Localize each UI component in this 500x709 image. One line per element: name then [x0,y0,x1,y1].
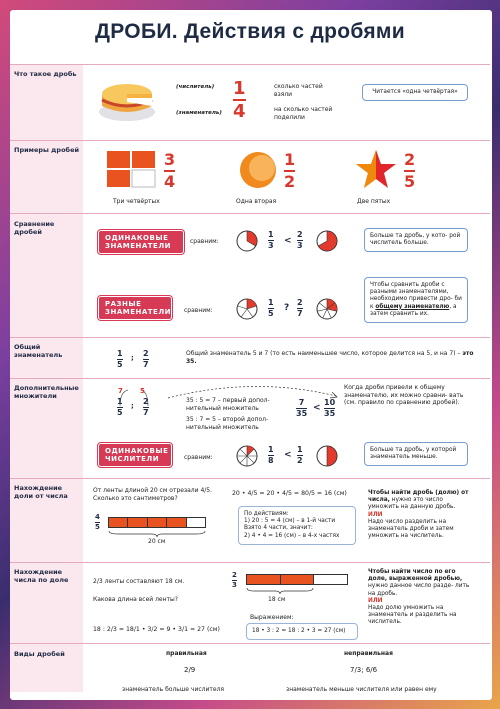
improper-example: 7/3; 6/6 [350,666,378,674]
cake-icon [96,72,158,124]
circle-one-third [236,230,258,252]
section-label-mult: Дополнительные множители [14,384,79,400]
circle-one-eighth [236,445,258,467]
cmp3-sign: < [284,450,292,460]
page-title: ДРОБИ. Действия с дробями [95,20,405,43]
example-caption-3: Две пятых [357,198,391,205]
improper-title: неправильная [344,650,393,657]
common-a: 1 5 [117,349,123,369]
denominator-tag: (знаменатель) [176,110,222,116]
divider [10,378,490,379]
whole-bar-fraction: 2 3 [232,571,237,589]
proper-example: 2/9 [184,666,196,674]
whole-problem-1: 2/3 ленты составляют 18 см. [93,578,185,585]
cmp2-b: 2 7 [297,298,303,318]
circle-two-sevenths [316,298,338,320]
denominator-desc: на сколько частей поделили [274,106,333,121]
same-den-tag: ОДИНАКОВЫЕ ЗНАМЕНАТЕЛИ [98,230,184,254]
section-label-examples: Примеры дробей [14,146,80,154]
cmp1-b: 2 3 [297,230,303,250]
example-fraction-3: 2 5 [404,150,416,191]
divider [10,337,490,338]
reading-box: Читается «одна четвёртая» [362,84,468,101]
numerator: 1 [233,78,246,99]
proper-note: знаменатель больше числителя [122,686,225,693]
part-bar-caption: 20 см [148,538,166,545]
example-caption-2: Одна вторая [236,198,277,205]
example-fraction-1: 3 4 [164,150,176,191]
part-problem: От ленты длиной 20 см отрезали 4/5. Сколько это сантиметров? [93,487,213,502]
part-formula: 20 • 4/5 = 20 • 4/5 = 80/5 = 16 (см) [232,490,347,497]
whole-expr: 18 • 3 : 2 = 18 : 2 • 3 = 27 (см) [246,623,358,640]
divider [10,562,490,563]
rule-same-num: Больше та дробь, у которой знаменатель меньше. [364,442,468,466]
whole-formula: 18 : 2/3 = 18/1 • 3/2 = 9 • 3/1 = 27 (см) [93,626,220,633]
section-label-kinds: Виды дробей [14,650,65,658]
cmp3-a: 1 8 [268,445,274,465]
circle-two-thirds [316,230,338,252]
section-label-what: Что такое дробь [14,70,77,78]
common-text: Общий знаменатель 5 и 7 (то есть наименьшее число, которое делится на 5, и на 7) – это 35. [186,350,474,365]
cmp1-sign: < [284,236,292,246]
common-b: 2 7 [143,349,149,369]
whole-bar-brace [246,587,314,595]
whole-problem-2: Какова длина всей ленты? [93,596,178,603]
whole-rule: Чтобы найти число по его доле, выраженной дробью, нужно данное число разде- лить на дробь. ИЛИ Надо долю умножить на знаменатель и разделить на числитель. [368,569,470,626]
section-label-common: Общий знаменатель [14,343,63,359]
compare-word-3: сравним: [184,454,213,461]
mult-b: 2 7 [143,397,149,417]
result-b: 10 35 [324,398,336,418]
squares-fraction-icon [106,150,156,188]
whole-bar-caption: 18 см [268,596,286,603]
section-label-compare: Сравнение дробей [14,220,55,236]
improper-note: знаменатель меньше числителя или равен ему [286,686,437,693]
section-label-part: Нахождение доли от числа [14,484,68,500]
divider [10,64,490,65]
cmp2-a: 1 5 [268,298,274,318]
multiplier-1: 7 [118,387,123,395]
mult-line-1: 35 : 5 = 7 – первый допол- нительный множитель [186,397,270,412]
circle-one-half [316,445,338,467]
mult-a: 1 5 [117,397,123,417]
cmp3-b: 1 2 [297,445,303,465]
main-fraction [233,80,246,120]
part-steps-box: По действиям: 1) 20 : 5 = 4 (см) – в 1-й части Взято 4 части, значит: 2) 4 • 4 = 16 (см) – в 4-х частях [238,506,356,545]
proper-title: правильная [166,650,207,657]
divider [10,140,490,141]
example-caption-1: Три четвёртых [113,198,160,205]
cmp2-sign: ? [284,303,290,313]
divider [10,643,490,644]
circle-one-fifth [236,298,258,320]
result-a: 7 35 [296,398,308,418]
mult-note: Когда дроби привели к общему знаменателю, их можно сравни- вать (см. правило по сравнению дробей). [344,384,464,406]
compare-word: сравним: [190,238,219,245]
example-fraction-2: 1 2 [284,150,296,191]
compare-word-2: сравним: [184,307,213,314]
rule-same-den: Больше та дробь, у кото- рой числитель больше. [364,228,468,252]
cmp1-a: 1 3 [268,230,274,250]
whole-bar [246,574,348,585]
part-bar [108,517,206,528]
orange-half-icon [238,150,278,190]
numerator-desc: сколько частей взяли [274,83,323,98]
part-rule: Чтобы найти дробь (долю) от числа, нужно это число умножить на данную дробь. ИЛИ Надо число разделить на знаменатель дроби и затем умножить на числитель. [368,490,469,540]
rule-diff-den: Чтобы сравнить дроби с разными знаменателями, необходимо привести дро- би к общему знаменателю, а затем сравнить их. [364,277,468,323]
diff-den-tag: РАЗНЫЕ ЗНАМЕНАТЕЛИ [98,296,172,320]
multiplier-2: 5 [140,387,145,395]
mult-line-2: 35 : 7 = 5 – второй допол- нительный множитель [186,416,269,431]
part-bar-brace [108,530,206,538]
part-bar-fraction: 4 5 [95,513,100,531]
whole-expr-title: Выражением: [250,614,294,621]
same-num-tag: ОДИНАКОВЫЕ ЧИСЛИТЕЛИ [98,443,172,467]
star-icon [354,148,398,190]
divider [10,478,490,479]
divider [10,213,490,214]
result-sign: < [313,403,321,413]
denominator: 4 [233,101,246,122]
section-label-whole: Нахождение числа по доле [14,568,69,584]
numerator-tag: (числитель) [176,84,215,90]
